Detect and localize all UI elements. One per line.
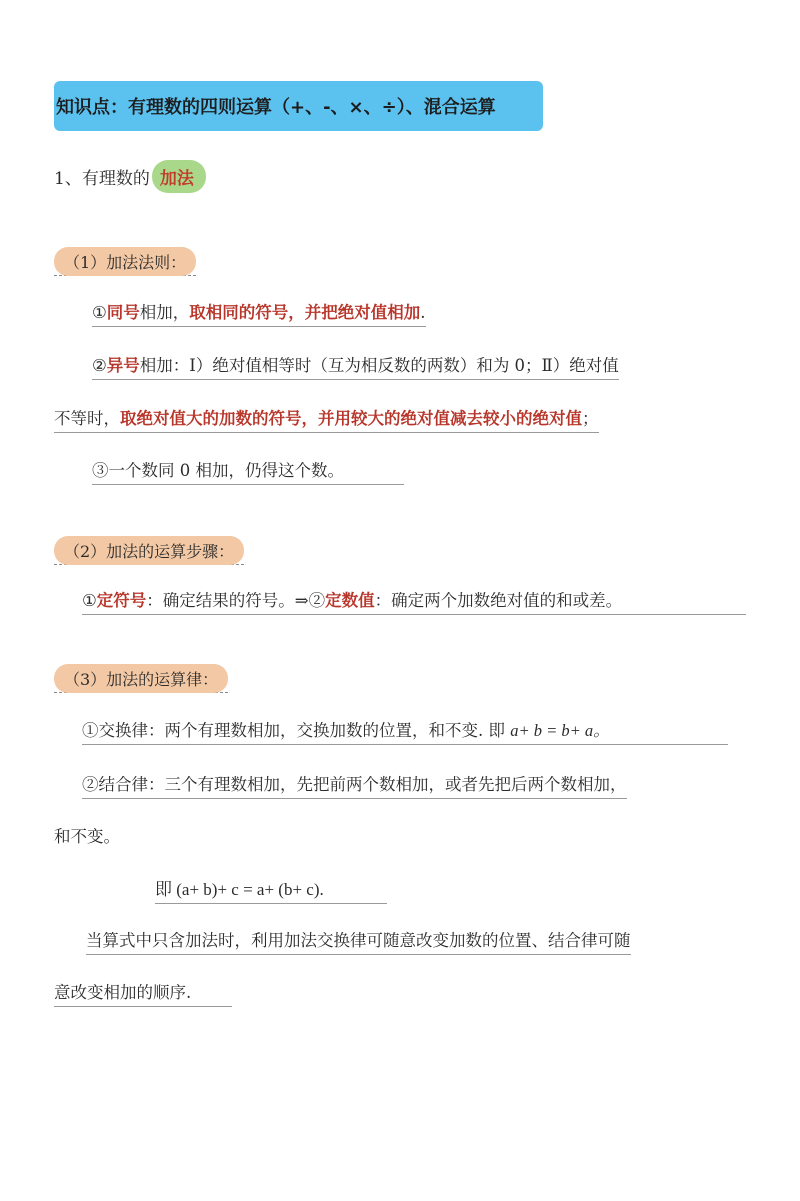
law-formula: 即 (a+ b)+ c = a+ (b+ c).: [155, 880, 324, 899]
law-associative: [82, 772, 627, 799]
subheading-pill: [54, 247, 196, 276]
subheading-addition-laws: [54, 664, 228, 693]
step-text: ：确定两个加数绝对值的和或差。: [374, 591, 623, 610]
rule-keyword: 同号: [106, 303, 140, 322]
step-text: ：确定结果的符号。: [146, 591, 295, 610]
section-prefix: 1、有理数的: [54, 168, 150, 189]
rule-end: .: [420, 303, 426, 322]
rule-text: 相加，: [139, 303, 190, 322]
law-associative-continued: [54, 824, 120, 850]
rule-opposite-sign: [92, 353, 619, 380]
subheading-text: （3）加法的运算律：: [64, 669, 219, 689]
step-number: ②: [308, 591, 326, 610]
law-commutative: [82, 718, 728, 745]
note-text: 意改变相加的顺序.: [54, 983, 192, 1002]
topic-title-banner: [54, 81, 543, 131]
law-text: ①交换律：两个有理数相加，交换加数的位置，和不变. 即: [82, 721, 511, 740]
rule-keyword: 异号: [106, 356, 140, 375]
subheading-addition-rules: [54, 247, 196, 276]
topic-title: 知识点：有理数的四则运算（+、-、×、÷）、混合运算: [56, 97, 496, 118]
rule-opposite-sign-continued: [54, 406, 599, 433]
rule-text: ③一个数同 0 相加，仍得这个数。: [92, 461, 344, 480]
step-keyword: 定数值: [325, 591, 375, 610]
rule-emphasis: 取绝对值大的加数的符号，并用较大的绝对值减去较小的绝对值: [120, 409, 582, 428]
law-text: 和不变。: [54, 827, 120, 846]
note-line-2: [54, 980, 232, 1007]
note-line-1: [86, 928, 631, 955]
subheading-text: （1）加法法则：: [64, 252, 187, 272]
step-keyword: 定符号: [96, 591, 147, 610]
subheading-addition-steps: [54, 536, 244, 565]
rule-same-sign: [92, 300, 426, 327]
rule-text: 不等时，: [54, 409, 120, 428]
subheading-text: （2）加法的运算步骤：: [64, 541, 235, 561]
subheading-pill: [54, 664, 228, 693]
rule-add-zero: [92, 458, 404, 485]
rule-number: ②: [92, 356, 107, 375]
rule-emphasis: 取相同的符号，并把绝对值相加: [189, 303, 421, 322]
law-associative-formula: [155, 877, 387, 904]
law-text: ②结合律：三个有理数相加，先把前两个数相加，或者先把后两个数相加，: [82, 775, 627, 794]
note-text: 当算式中只含加法时，利用加法交换律可随意改变加数的位置、结合律可随: [86, 931, 631, 950]
subheading-pill: [54, 536, 244, 565]
rule-text: 相加：Ⅰ）绝对值相等时（互为相反数的两数）和为 0；Ⅱ）绝对值: [139, 356, 619, 375]
rule-end: ；: [582, 409, 599, 428]
step-number: ①: [82, 591, 97, 610]
rule-number: ①: [92, 303, 107, 322]
steps-line: [82, 588, 746, 615]
section-highlight: 加法: [159, 168, 194, 189]
highlight-pill: [152, 160, 206, 193]
arrow-icon: ⇒: [294, 591, 309, 610]
law-formula: a+ b = b+ a。: [510, 721, 610, 740]
section-heading-addition: [54, 160, 206, 192]
